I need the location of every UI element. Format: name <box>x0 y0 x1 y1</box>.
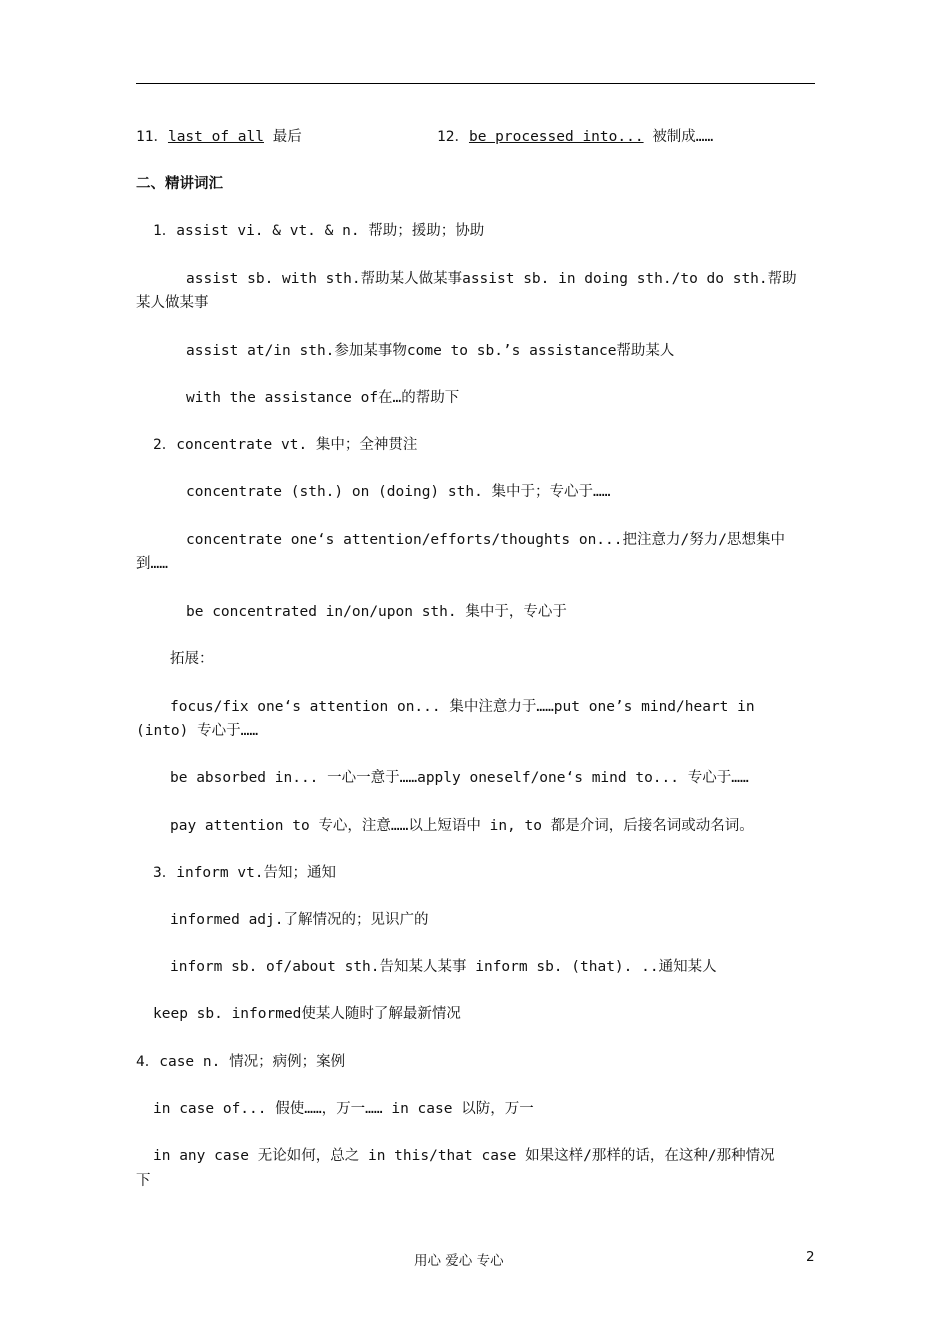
phrase-12 <box>437 127 713 147</box>
text-line: (into) 专心于…… <box>136 723 259 739</box>
text-line: informed adj.了解情况的；见识广的 <box>170 912 429 928</box>
phrase-text: last of all <box>167 129 264 145</box>
entry-heading-case: 4．case n. 情况；病例；案例 <box>136 1054 346 1070</box>
phrase-meaning: 被制成…… <box>652 129 714 145</box>
entry-heading-concentrate: 2．concentrate vt. 集中；全神贯注 <box>153 437 418 453</box>
text-line: keep sb. informed使某人随时了解最新情况 <box>153 1006 461 1022</box>
text-line: pay attention to 专心，注意……以上短语中 in, to 都是介词，后接名词或动名词。 <box>170 818 754 834</box>
extension-label: 拓展： <box>170 651 214 667</box>
phrase-number: 11． <box>136 129 168 145</box>
phrase-meaning: 最后 <box>272 129 302 145</box>
page-number: 2 <box>806 1249 815 1265</box>
text-line: 下 <box>136 1173 151 1189</box>
phrase-text: be processed into... <box>468 129 644 145</box>
text-line: assist sb. with sth.帮助某人做某事assist sb. in doing sth./to do sth.帮助 <box>186 271 797 287</box>
text-line: concentrate (sth.) on (doing) sth. 集中于；专心于…… <box>186 484 611 500</box>
text-line: assist at/in sth.参加某事物come to sb.’s assistance帮助某人 <box>186 343 675 359</box>
text-line: inform sb. of/about sth.告知某人某事 inform sb. (that). ..通知某人 <box>170 959 717 975</box>
footer-motto: 用心 爱心 专心 <box>414 1253 504 1269</box>
header-rule <box>136 83 815 84</box>
text-line: 到…… <box>136 556 168 572</box>
phrase-11 <box>136 127 302 147</box>
text-line: 某人做某事 <box>136 295 209 311</box>
entry-heading-assist: 1．assist vi. & vt. & n. 帮助；援助；协助 <box>153 223 485 239</box>
text-line: with the assistance of在…的帮助下 <box>186 390 460 406</box>
section-title: 二、精讲词汇 <box>136 176 223 192</box>
entry-heading-inform: 3．inform vt.告知；通知 <box>153 865 337 881</box>
text-line: concentrate one‘s attention/efforts/thoughts on...把注意力/努力/思想集中 <box>186 532 785 548</box>
text-line: in any case 无论如何，总之 in this/that case 如果这样/那样的话，在这种/那种情况 <box>153 1148 775 1164</box>
text-line: be absorbed in... 一心一意于……apply oneself/one‘s mind to... 专心于…… <box>170 770 749 786</box>
phrase-number: 12． <box>437 129 469 145</box>
text-line: focus/fix one‘s attention on... 集中注意力于……put one’s mind/heart in <box>170 699 755 715</box>
text-line: be concentrated in/on/upon sth. 集中于，专心于 <box>186 604 567 620</box>
text-line: in case of... 假使……，万一…… in case 以防，万一 <box>153 1101 534 1117</box>
